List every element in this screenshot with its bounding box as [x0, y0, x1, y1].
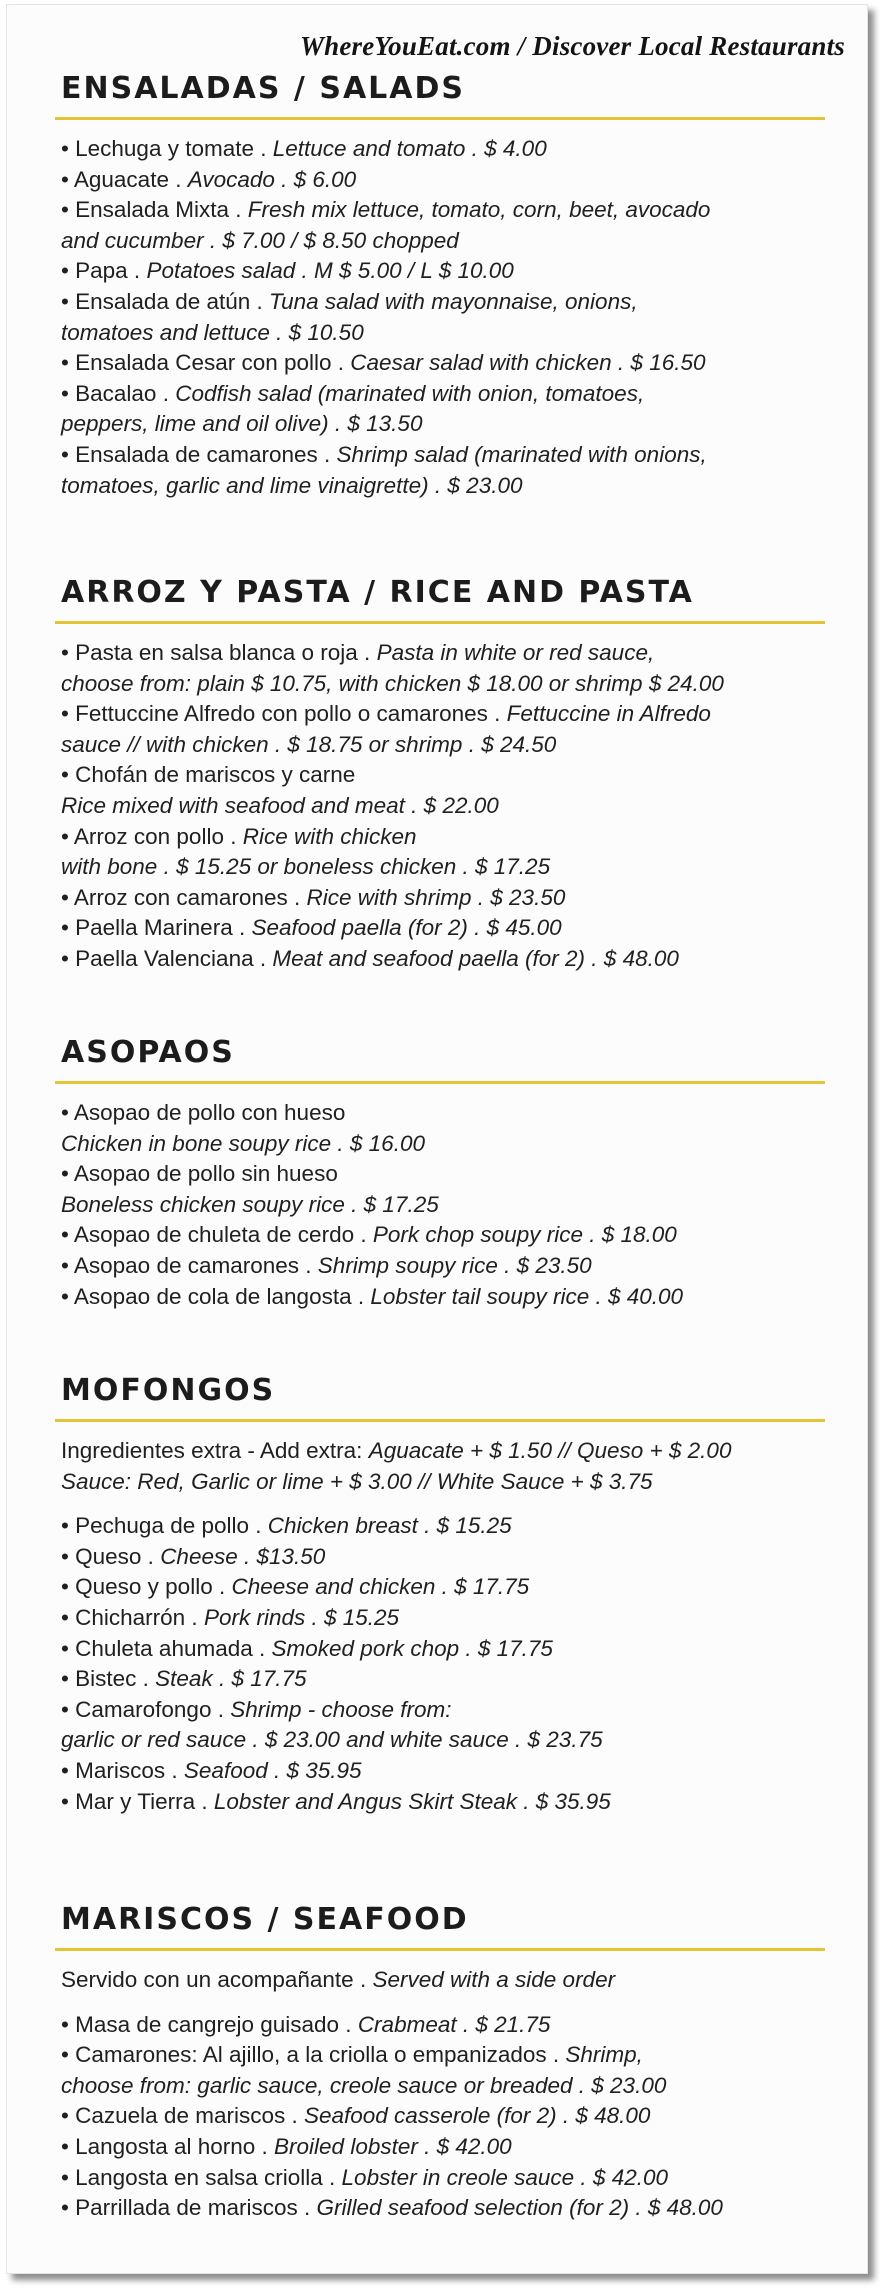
- menu-line: [61, 760, 831, 791]
- menu-line: [61, 165, 831, 196]
- item-description: tomatoes and lettuce . $ 10.50: [61, 319, 364, 345]
- item-description: Rice with chicken: [242, 823, 417, 849]
- menu-line: [61, 1251, 831, 1282]
- item-description: Rice mixed with seafood and meat . $ 22.00: [61, 792, 499, 818]
- item-description: Seafood . $ 35.95: [183, 1757, 362, 1783]
- item-name: • Chofán de mariscos y carne: [61, 762, 356, 788]
- item-description: Lobster in creole sauce . $ 42.00: [341, 2164, 669, 2190]
- menu-line: [61, 1467, 831, 1498]
- item-description: Shrimp,: [565, 2042, 643, 2068]
- menu-line: [61, 1725, 831, 1756]
- menu-line: [61, 2101, 831, 2132]
- item-description: Cheese and chicken . $ 17.75: [231, 1574, 530, 1600]
- menu-line: [61, 2010, 831, 2041]
- item-name: • Asopao de pollo sin hueso: [61, 1161, 338, 1187]
- menu-items: [61, 638, 831, 975]
- menu-line: [61, 1098, 831, 1129]
- item-description: Sauce: Red, Garlic or lime + $ 3.00 // White Sauce + $ 3.75: [61, 1468, 653, 1494]
- item-description: tomatoes, garlic and lime vinaigrette) . $ 23.00: [61, 472, 523, 498]
- menu-line: [61, 1159, 831, 1190]
- item-description: Shrimp salad (marinated with onions,: [336, 441, 707, 467]
- section-title: MARISCOS / SEAFOOD: [61, 1902, 469, 1937]
- item-description: garlic or red sauce . $ 23.00 and white sauce . $ 23.75: [61, 1727, 603, 1753]
- item-description: Lobster and Angus Skirt Steak . $ 35.95: [213, 1788, 611, 1814]
- section-salads: [55, 69, 831, 501]
- item-description: Boneless chicken soupy rice . $ 17.25: [61, 1191, 439, 1217]
- item-description: Avocado . $ 6.00: [187, 166, 357, 192]
- section-title: ASOPAOS: [61, 1035, 235, 1070]
- item-name: • Paella Marinera .: [61, 915, 252, 941]
- menu-line: [61, 883, 831, 914]
- item-description: Chicken breast . $ 15.25: [267, 1513, 512, 1539]
- item-name: Servido con un acompañante .: [61, 1967, 373, 1992]
- item-description: Broiled lobster . $ 42.00: [274, 2133, 512, 2159]
- item-name: • Asopao de camarones .: [61, 1252, 318, 1278]
- menu-line: [61, 1220, 831, 1251]
- item-description: Cheese . $13.50: [160, 1543, 326, 1569]
- menu-line: [61, 1436, 831, 1467]
- item-name: • Paella Valenciana .: [61, 945, 273, 971]
- section-divider: [55, 621, 825, 624]
- item-name: • Asopao de pollo con hueso: [61, 1100, 346, 1125]
- item-description: choose from: plain $ 10.75, with chicken $ 18.00 or shrimp $ 24.00: [61, 670, 724, 696]
- menu-items: [61, 1098, 831, 1312]
- item-description: Meat and seafood paella (for 2) . $ 48.00: [272, 945, 679, 971]
- item-name: • Fettuccine Alfredo con pollo o camarones .: [61, 701, 507, 727]
- item-name: • Lechuga y tomate .: [61, 136, 273, 161]
- menu-line: [61, 944, 831, 975]
- item-description: with bone . $ 15.25 or boneless chicken . $ 17.25: [61, 854, 551, 880]
- menu-line: [61, 318, 831, 349]
- section-rice-and-pasta: [55, 573, 831, 975]
- item-name: Ingredientes extra - Add extra:: [61, 1438, 369, 1463]
- section-divider: [55, 1081, 825, 1084]
- item-name: • Aguacate .: [61, 166, 188, 192]
- item-description: Grilled seafood selection (for 2) . $ 48.00: [316, 2195, 723, 2221]
- menu-line: [61, 2071, 831, 2102]
- menu-line: [61, 1190, 831, 1221]
- item-name: • Parrillada de mariscos .: [61, 2195, 317, 2221]
- menu-line: [61, 730, 831, 761]
- item-description: Shrimp soupy rice . $ 23.50: [317, 1252, 592, 1278]
- item-description: Seafood casserole (for 2) . $ 48.00: [303, 2103, 651, 2129]
- item-description: Rice with shrimp . $ 23.50: [306, 884, 566, 910]
- menu-line: [61, 134, 831, 165]
- spacer: [61, 1996, 831, 2010]
- section-title: ENSALADAS / SALADS: [61, 71, 465, 106]
- item-name: • Ensalada de camarones .: [61, 441, 337, 467]
- item-name: • Chuleta ahumada .: [61, 1635, 272, 1661]
- menu-page: [6, 4, 868, 2274]
- item-description: Crabmeat . $ 21.75: [357, 2011, 551, 2037]
- item-description: Potatoes salad . M $ 5.00 / L $ 10.00: [146, 258, 514, 284]
- menu-line: [61, 1965, 831, 1996]
- menu-line: [61, 2193, 831, 2224]
- item-name: • Papa .: [61, 258, 147, 284]
- item-description: Lobster tail soupy rice . $ 40.00: [370, 1283, 684, 1309]
- menu-line: [61, 1511, 831, 1542]
- item-name: • Pasta en salsa blanca o roja .: [61, 640, 377, 665]
- item-description: Steak . $ 17.75: [155, 1666, 307, 1692]
- menu-items: [61, 134, 831, 501]
- item-name: • Langosta en salsa criolla .: [61, 2164, 342, 2190]
- item-description: Shrimp - choose from:: [230, 1696, 452, 1722]
- menu-line: [61, 638, 831, 669]
- menu-line: [61, 1634, 831, 1665]
- item-name: • Camarofongo .: [61, 1696, 231, 1722]
- item-description: Codfish salad (marinated with onion, tomatoes,: [175, 380, 645, 406]
- menu-line: [61, 2132, 831, 2163]
- menu-line: [61, 1129, 831, 1160]
- item-name: • Chicharrón .: [61, 1604, 204, 1630]
- menu-line: [61, 1603, 831, 1634]
- menu-line: [61, 1756, 831, 1787]
- item-name: • Arroz con camarones .: [61, 884, 307, 910]
- menu-line: [61, 1664, 831, 1695]
- item-description: and cucumber . $ 7.00 / $ 8.50 chopped: [61, 227, 459, 253]
- item-description: Smoked pork chop . $ 17.75: [271, 1635, 553, 1661]
- item-name: • Mar y Tierra .: [61, 1788, 214, 1814]
- item-name: • Ensalada de atún .: [61, 288, 270, 314]
- menu-line: [61, 287, 831, 318]
- menu-line: [61, 852, 831, 883]
- item-description: Chicken in bone soupy rice . $ 16.00: [61, 1130, 425, 1156]
- item-name: • Asopao de chuleta de cerdo .: [61, 1222, 373, 1248]
- menu-line: [61, 1572, 831, 1603]
- section-divider: [55, 1419, 825, 1422]
- menu-items: [61, 1436, 831, 1817]
- menu-line: [61, 195, 831, 226]
- item-description: Seafood paella (for 2) . $ 45.00: [251, 915, 562, 941]
- menu-line: [61, 669, 831, 700]
- item-name: • Cazuela de mariscos .: [61, 2103, 304, 2129]
- item-description: Aguacate + $ 1.50 // Queso + $ 2.00: [368, 1438, 732, 1463]
- section-divider: [55, 1948, 825, 1951]
- menu-line: [61, 2040, 831, 2071]
- item-description: Lettuce and tomato . $ 4.00: [272, 136, 547, 161]
- section-seafood: [55, 1900, 831, 2224]
- menu-line: [61, 2163, 831, 2194]
- item-name: • Queso .: [61, 1543, 161, 1569]
- menu-line: [61, 1695, 831, 1726]
- menu-line: [61, 471, 831, 502]
- item-name: • Arroz con pollo .: [61, 823, 243, 849]
- menu-line: [61, 913, 831, 944]
- item-name: • Asopao de cola de langosta .: [61, 1283, 371, 1309]
- menu-line: [61, 348, 831, 379]
- item-name: • Ensalada Cesar con pollo .: [61, 350, 351, 376]
- item-description: Fettuccine in Alfredo: [506, 701, 711, 727]
- item-description: Served with a side order: [372, 1967, 616, 1992]
- item-name: • Queso y pollo .: [61, 1574, 232, 1600]
- section-title: ARROZ Y PASTA / RICE AND PASTA: [61, 575, 694, 610]
- item-name: • Camarones: Al ajillo, a la criolla o empanizados .: [61, 2042, 566, 2068]
- item-description: Pork chop soupy rice . $ 18.00: [372, 1222, 677, 1248]
- item-name: • Ensalada Mixta .: [61, 197, 248, 223]
- item-description: peppers, lime and oil olive) . $ 13.50: [61, 411, 423, 437]
- menu-line: [61, 409, 831, 440]
- menu-line: [61, 699, 831, 730]
- item-name: • Bistec .: [61, 1666, 156, 1692]
- item-description: sauce // with chicken . $ 18.75 or shrimp . $ 24.50: [61, 731, 557, 757]
- item-description: Caesar salad with chicken . $ 16.50: [350, 350, 706, 376]
- menu-line: [61, 226, 831, 257]
- menu-line: [61, 1787, 831, 1818]
- menu-line: [61, 440, 831, 471]
- item-name: • Pechuga de pollo .: [61, 1513, 268, 1539]
- menu-line: [61, 1542, 831, 1573]
- item-description: Pasta in white or red sauce,: [376, 640, 655, 665]
- item-description: choose from: garlic sauce, creole sauce or breaded . $ 23.00: [61, 2072, 667, 2098]
- item-description: Pork rinds . $ 15.25: [203, 1604, 400, 1630]
- menu-line: [61, 822, 831, 853]
- menu-line: [61, 256, 831, 287]
- menu-line: [61, 1282, 831, 1313]
- item-name: • Langosta al horno .: [61, 2133, 275, 2159]
- section-divider: [55, 117, 825, 120]
- section-mofongos: [55, 1371, 831, 1817]
- menu-items: [61, 1965, 831, 2224]
- item-description: Fresh mix lettuce, tomato, corn, beet, avocado: [247, 197, 711, 223]
- item-name: • Bacalao .: [61, 380, 176, 406]
- section-title: MOFONGOS: [61, 1373, 276, 1408]
- menu-line: [61, 379, 831, 410]
- site-watermark: WhereYouEat.com / Discover Local Restaurants: [299, 31, 845, 61]
- item-name: • Masa de cangrejo guisado .: [61, 2011, 358, 2037]
- menu-line: [61, 791, 831, 822]
- item-description: Tuna salad with mayonnaise, onions,: [269, 288, 638, 314]
- item-name: • Mariscos .: [61, 1757, 184, 1783]
- section-asopaos: [55, 1033, 831, 1312]
- spacer: [61, 1497, 831, 1511]
